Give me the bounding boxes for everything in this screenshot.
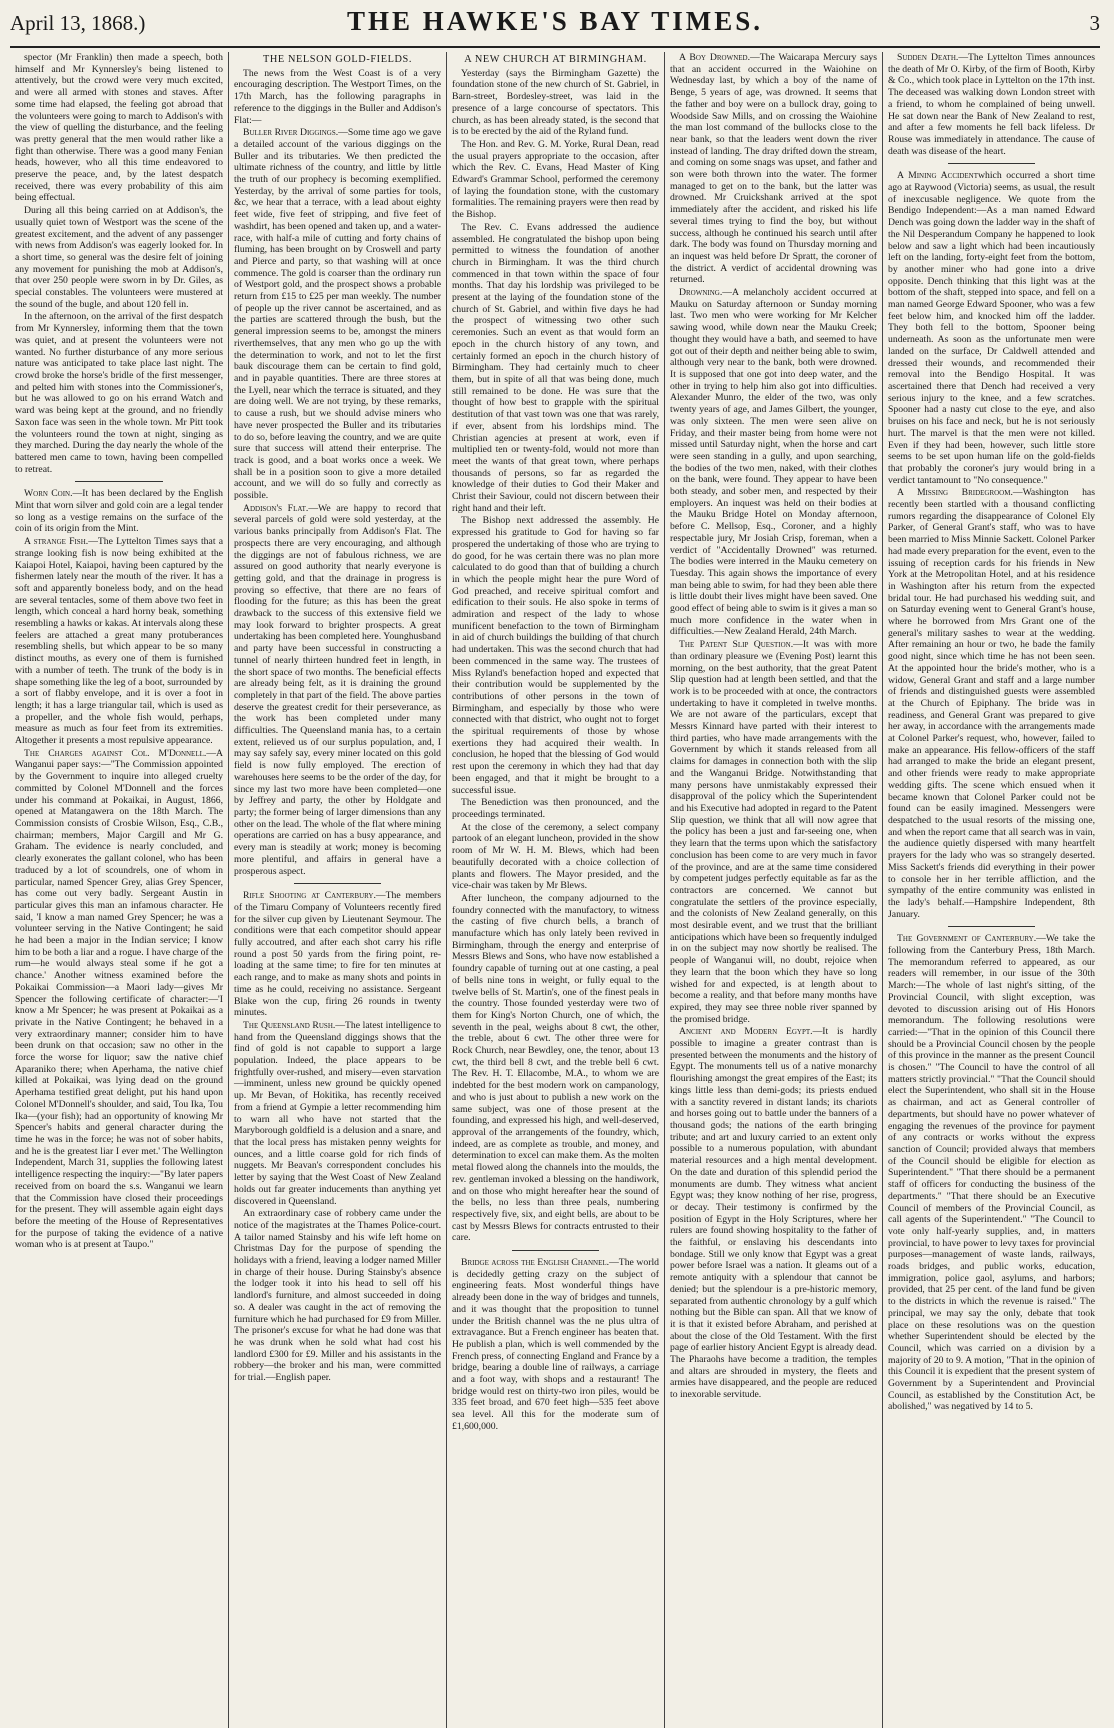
column-container [10,52,1100,1728]
article-lead-heading: The Queensland Rush. [243,1019,336,1031]
article-paragraph [670,52,877,286]
article-lead-heading: Buller River Diggings. [243,127,339,139]
article-body-text: spector (Mr Franklin) then made a speech, both himself and Mr Kynnersley's being listened to attentively, but the crowd were very much excited, and were all armed with stones and staves. After some time had elapsed, the feeling got abroad that the volunteers were going to march to Addison's with the view of quelling the disturbance, and the feeling was pretty general that the men would rather like a fight than otherwise. There was a good many Fenian heads, however, who all this time endeavored to preserve the peace, and, by the latest despatch received, there was every probability of this aim being effectual. [15,52,223,204]
article-paragraph [670,1026,877,1401]
article-lead-heading: The Government of Canterbury. [897,933,1037,945]
article-paragraph [670,287,877,638]
column-1 [10,52,228,1728]
article-lead-heading: A Missing Bridegroom. [897,487,1013,499]
article-body-text: —Washington has recently been startled with a thousand conflicting rumors regarding the disappearance of Colonel Ely Parker, of General Grant's staff, who was to have been married to Miss Minnie Sackett. Colonel Parker had made every preparation for the event, even to the issuing of reception cards for his friends in New York at the Metropolitan Hotel, and at his residence in Washington after his return from the expected bridal tour. He had purchased his wedding suit, and on Saturday evening went to General Grant's house, where he borrowed from Mrs Grant one of the general's military sashes to wear at the wedding. After remaining an hour or two, he bade the family good night, since which time he has not been seen. At the appointed hour the bride's mother, who is a widow, General Grant and staff and a large number of friends and distinguished guests were assembled at the Church of Epiphany. The bride was in readiness, and General Grant was prepared to give her away, in accordance with the arrangements made at Colonel Parker's request, who, however, failed to make an appearance. His fellow-officers of the staff had arranged to make the bride an elegant present, and other friends were ready to make appropriate wedding gifts. The scene which ensued when it became known that Colonel Parker could not be found can be easily imagined. Messengers were despatched to the usual resorts of the missing one, and when the report came that all search was in vain, the audience quietly dispersed with many heartfelt prayers for the lady who was so strangely deserted. Miss Sackett's friends did everything in their power to console her in her terrible affliction, and the sympathy of the entire community was enlisted in the lady's behalf.—Hampshire Independent, 8th January. [888,487,1095,920]
article-body-text: —A Wanganui paper says:—"The Commission appointed by the Government to inquire into alleged cruelty committed by Colonel M'Donnell and the forces under his command at Pokaikai, in August, 1866, opened at Matangawera on the 18th March. The Commission consists of Crosbie Wilson, Esq., C.B., chairman; members, Major Cargill and Mr G. Graham. The evidence is nearly concluded, and clearly exonerates the gallant colonel, who has been traduced by a lot of scoundrels, one of whom in particular, named Spencer Grey, alias Grey Spencer, has come out very badly. Sergeant Austin in particular gives this man an infamous character. He said, 'I know a man named Grey Spencer; he was a volunteer serving in the Native Contingent; he said he had been a major in the Indian service; I know him to be both a liar and a rogue. I have charge of the rum—he would always steal some if he got a chance.' Another witness examined before the Pokaikai Commission—a Maori lady—gives Mr Spencer the following certificate of character:—'I know a Mr Spencer; he was present at Pokaikai as a private in the Native Contingent; he behaved in a very extraordinary manner; consider him to have been drunk on that occasion; saw no other in the force the worse for liquor; saw the native chief Aparaniko there; when Aperhama, the native chief killed at Pokaikai, was lying dead on the ground Aperhama testified great delight, put his hand upon Colonel M'Donnell's shoulder, and said, Tou Ika, Tou Ika—(your fish); had an opportunity of knowing Mr Spencer's habits and general character during the time he was in the force; he was not of sober habits, and he is the greatest liar I ever met.' The Wellington Independent, March 31, supplies the following latest intelligence respecting the inquiry:—"By later papers received from on board the s.s. Wanganui we learn that the Commission have closed their proceedings for the present. They will assemble again eight days before the meeting of the House of Representatives for the purpose of taking the evidence of a native woman who is at present at Taupo." [15,747,223,1251]
article-paragraph [888,52,1095,157]
article-body-text: which occurred a short time ago at Raywood (Victoria) seems, as usual, the result of inexcusable negligence. We quote from the Bendigo Independent:—As a man named Edward Dench was going down the ladder way in the shaft of the Nil Desperandum Company he happened to look below and saw a light which had been incautiously left on the landing, forty-eight feet from the bottom, by another miner who had gone into a drive opposite. Dench thinking that this light was at the bottom of the shaft, stepped into space, and fell on a man named George Edward Spooner, who was a few feet below him, and knocked him off the ladder. They both fell to the bottom, Spooner being underneath. As soon as the unfortunate men were landed on the surface, Dr Caldwell attended and dressed their wounds, and recommended their removal into the Bendigo Hospital. It was ascertained there that Dench had received a very serious injury to the knee, and a few scratches. Spooner had a nasty cut close to the eye, and also bruises on his face and neck, but he is not seriously hurt. The marvel is that the men were not killed. Even if they had been, however, such little store seems to be set upon human life on the gold-fields that probably the coroner's jury would bring in a verdict tantamount to "No consequence." [888,170,1095,486]
column-divider-rule [75,481,162,482]
column-4 [664,52,882,1728]
article-lead-heading: Drowning. [679,287,723,299]
article-headline: A NEW CHURCH AT BIRMINGHAM. [464,54,647,65]
article-lead-heading: Rifle Shooting at Canterbury. [243,890,376,902]
article-body-text: —The members of the Timaru Company of Volunteers recently fired for the silver cup given by Lieutenant Seymour. The conditions were that each competitor should appear fully accoutred, and after each shot carry his rifle round a post 50 yards from the firing point, re-loading at the same time; to fire for ten minutes at each range, and to make as many shots and points in time as he could, receiving no assistance. Sergeant Blake won the cup, firing 26 rounds in twenty minutes. [234,890,441,1019]
article-lead-heading: A strange Fish. [24,536,89,548]
article-body-text: —It has been declared by the English Mint that worn silver and gold coin are a legal tender so long as a vestige remains on the surface of the coin of its origin from the Mint. [15,488,224,535]
article-lead-heading: Addison's Flat. [243,502,309,514]
article-lead-heading: A Boy Drowned. [679,52,750,63]
article-body-text: —The world is decidedly getting crazy on the subject of engineering feats. Most wonderful things have already been done in the way of bridges and tunnels, and it was thought that the proposition to tunnel under the British channel was the ne plus ultra of extravagance. But a French engineer has beaten that. He publish a plan, which is well commended by the French press, of connecting England and France by a bridge, bearing a double line of railways, a carriage and a foot way, with shops and a restaurant! The bridge would rest on thirty-two iron piles, would be 335 feet broad, and 670 feet high—535 feet above sea level. All this for the moderate sum of £1,600,000. [452,1257,659,1432]
article-paragraph [888,487,1095,920]
article-lead-heading: Bridge across the English Channel. [461,1257,610,1269]
article-paragraph [15,205,223,310]
article-body-text: After luncheon, the company adjourned to the foundry connected with the manufactory, to witness the casting of five church bells, a branch of manufacture which has only lately been revived in Birmingham, through the energy and enterprise of Messrs Blews and Sons, who have now established a foundry capable of turning out at one casting, a peal of bells nine tons in weight, or fully equal to the twelve bells of St. Martin's, one of the finest peals in the country. Those founded yesterday were two of them for King's Norton Church, one of which, the seventh in the peal, weighs about 8 cwt, the other, the treble, about 6 cwt. The other three were for Rock Church, near Bewdley, one, the tenor, about 13 cwt, the third bell 8 cwt, and the treble bell 6 cwt. The Rev. H. T. Ellacombe, M.A., to whom we are indebted for the best modern work on campanology, and who is just about to publish a new work on the same subject, was one of those present at the founding, and expressed his high, and well-deserved, approval of the arrangements of the foundry, which, indeed, are as complete as trouble, and money, and determination to excel can make them. As the molten metal flowed along the channels into the moulds, the rev. gentleman invoked a blessing on the handiwork, and on those who might hereafter hear the sound of the bells, no less than three peals, numbering respectively five, six, and eight bells, are about to be cast by Messrs Blews for contracts entrusted to their care. [452,892,659,1244]
article-lead-heading: The Charges against Col. M'Donnell. [24,747,207,759]
article-body-text: The Benediction was then pronounced, and the proceedings terminated. [452,797,659,820]
article-lead-heading: A Mining Accident [897,170,978,182]
article-body-text: —The Waicarapa Mercury says that an accident occurred in the Waiohine on Wednesday last, by which a boy of the name of Benge, 5 years of age, was drowned. It seems that the father and boy were on a bullock dray, going to Woodside Saw Mills, and on crossing the Waiohine the man lost command of the bullocks close to the near bank, so that the leaders went down the river instead of landing. The dray drifted down the stream, and coming on some snags was upset, and father and son were both thrown into the water. The former managed to get on to the bank, but the latter was drowned. Mr Cruickshank arrived at the spot immediately after the accident, and risked his life several times trying to find the boy, but without success, although he continued his search until after dark. The body was found on Thursday morning and an inquest was held before Dr Spratt, the coroner of the district. A verdict of accidental drowning was returned. [670,52,877,286]
article-paragraph [888,170,1095,486]
article-paragraph [234,890,441,1019]
article-body-text: The news from the West Coast is of a very encouraging description. The Westport Times, on the 17th March, has the following paragraphs in reference to the diggings in the Buller and Addison's Flat:— [234,67,441,126]
article-body-text: In the afternoon, on the arrival of the first despatch from Mr Kynnersley, informing them that the town was quiet, and at present the volunteers were not wanted. No further disturbance of any more serious nature was anticipated to take place last night. The crowd broke the horse's bridle of the first messenger, and pelted him with stones into the Commissioner's, but he was allowed to go on his errand Watch and ward was being kept at the ground, and no friendly Saxon face was seen in the whole town. Mr Pitt took the volunteers round the town at night, singing as they marched. During the day nearly the whole of the battered men came to town, having been compelled to retreat. [15,311,223,475]
column-divider-rule [948,926,1035,927]
article-body-text: —Some time ago we gave a detailed account of the various diggings on the Buller and its tributaries. We then predicted the ultimate richness of the country, and little by little the truth of our prophecy is becoming exemplified. Yesterday, by the arrival of some parties for tools, &c, we hear that a terrace, with a lead about eighty feet wide, five feet of stripping, and five feet of washdirt, has been opened and taken up, and a water-race, with half-a mile of cutting and forty chains of fluming, has been brought on by Croswell and party and Pierce and party, so that washing will at once commence. The gold is coarser than the ordinary run of Westport gold, and the prospect shows a probable return from £15 to £25 per man weekly. The number of people up the river cannot be ascertained, and as the parties are scattered through the bush, but the general impression seems to be, amongst the miners riverthemselves, that any men who go up the with the determination to work, and not to let the first bauk discourage them can be certain to find gold, and in payable quantities. There are three stores at the Lyell, near which the terrace is situated, and they are doing well. We are not trying, by these remarks, to cause a rush, but we should advise miners who have never prospected the Buller and its tributaries to do so, before leaving the country, and we are quite sure that success will attend their enterprise. The track is good, and a boat works once a week. We shall be in a position soon to give a more detailed account, and we will do so fully and correctly as possible. [234,127,442,502]
article-paragraph [452,893,659,1244]
column-3 [446,52,664,1728]
article-body-text: —It is hardly possible to imagine a greater contrast than is presented between the monuments and the history of Egypt. The monuments tell us of a native monarchy flourishing amongst the great empires of the East; its kings little less than demi-gods; its priests endued with a sanctity revered in distant lands; its chariots and horses going out to battle under the banners of a thousand gods; the nations of the earth bringing tribute; and art and luxury carried to an extent only possible to a numerous population, with abundant material resources and a high mental development. On the date and duration of this splendid period the monuments are dumb. They witness what ancient Egypt was; they know nothing of her rise, progress, or decay. Their testimony is confirmed by the position of Egypt in the Holy Scriptures, where her rulers are found showing hospitality to the father of the faithful, or enslaving his descendants into bondage. Still we only know that Egypt was a great power before Israel was a nation. It gleams out of a remote antiquity with a splendour that cannot be denied; but the splendour is a pre-historic memory, separated from authentic chronology by a gulf which nothing but the Bible can span. All that we know of it is that it existed before Abraham, and perished at about the close of the Old Testament. With the first page of earlier history Ancient Egypt is already dead. The Pharaohs have become a tradition, the temples and altars are shrouded in mystery, the fleets and armies have disappeared, and the people are reduced to inexorable servitude. [670,1026,877,1401]
column-5 [882,52,1100,1728]
article-body-text: —The Lyttelton Times says that a strange looking fish is now being exhibited at the Kaiapoi Hotel, Kaiapoi, having been captured by the fishermen lately near the mouth of the river. It has a soft and apparently boneless body, and on the head are several tentacles, some of them above two feet in length, which conceal a hard horny beak, something resembling a hawks or kakas. At intervals along these feelers are attached a great many protuberances resembling shells, but which appear to be so many distinct mouths, as every one of them is furnished with a number of teeth. The trunk of the body is in shape something like the leg of a boot, surrounded by a sort of flabby envelope, and it is over a foot in length; it has a large triangular tail, which is used as a propeller, and the whole fish would, perhaps, measure as much as four feet from its extremities. Altogether it presents a most repulsive appearance. [15,536,223,747]
article-body-text: At the close of the ceremony, a select company partook of an elegant luncheon, provided in the show room of Mr W. H. M. Blews, which had been beautifully decorated with a choice collection of plants and flowers. The Mayor presided, and the vice-chair was taken by Mr Blews. [452,821,659,892]
article-body-text: Yesterday (says the Birmingham Gazette) the foundation stone of the new church of St. Gabriel, in Barn-street, Bordesley-street, was laid in the presence of a large concourse of spectators. This church, as has been already stated, is the second that is to be erected by the aid of the Ryland fund. [452,67,659,138]
article-body-text: An extraordinary case of robbery came under the notice of the magistrates at the Thames Police-court. A tailor named Stainsby and his wife left home on Christmas Day for the purpose of spending the holidays with a friend, leaving a lodger named Miller in charge of their house. During Stainsby's absence the lodger took it into his head to sell off his landlord's furniture, and almost succeeded in doing so. A dealer was caught in the act of removing the furniture which he had purchased for £9 from Miller. The prisoner's excuse for what he had done was that he was drunk when he sold what had cost his landlord £300 for £9. Miller and his assistants in the robbery—the broker and his man, were committed for trial.—English paper. [234,1208,441,1384]
article-paragraph [452,68,659,138]
article-body-text: The Bishop next addressed the assembly. He expressed his gratitude to God for having so far prospered the undertaking of those who are trying to do good, for he was certain there was no plan more calculated to do good than that of building a church in which the people might hear the pure Word of God preached, and receive spiritual comfort and edification to their souls. He also spoke in terms of admiration and respect of the lady to whose munificent benefaction to the town of Birmingham in aid of church buildings the building of that church had undertaken. This was the second church that had been commenced in the same way. The trustees of Miss Ryland's benefaction hoped and expected that their contribution would be supplemented by the contributions of other persons in the town of Birmingham, and especially by those who were connected with that district, who ought not to forget the spiritual requirements of those by whose exertions they had acquired their wealth. In conclusion, he hoped that the blessing of God would rest upon the ceremony in which they had that day been engaged, and that it might be brought to a successful issue. [452,515,659,796]
article-paragraph [15,52,223,204]
article-headline: THE NELSON GOLD-FIELDS. [262,54,413,65]
article-body-text: —We are happy to record that several parcels of gold were sold yesterday, at the various banks principally from Addison's Flat. The prospects there are very encouraging, and although the diggings are not of fabulous richness, we are assured on good authority that nearly everyone is getting gold, and that the drainage in progress is proving so effective, that there are no fears of flooding for the future; as this has been the great drawback to the success of this extensive field we may look forward to brighter prospects. A great undertaking has been completed here. Younghusband and party have been successful in constructing a tunnel of nearly thirteen hundred feet in length, in the short space of two months. The beneficial effects are already being felt, as it is draining the ground completely in that part of the field. The above parties deserve the greatest credit for their perseverance, as the work has been completed under many difficulties. The Queensland mania has, to a certain extent, relieved us of our surplus population, and, I may say safely say, every miner located on this gold field is now fully employed. The erection of warehouses here seems to be the order of the day, for since my last two more have been completed—one by Jeffrey and party, the other by Holdgate and party; the former being of larger dimensions than any other on the lead. The whole of the flat where mining operations are carried on has a busy appearance, and every man is steadily at work; money is becoming more plentiful, and affairs in general have a prosperous aspect. [234,502,441,877]
article-paragraph [452,797,659,820]
column-divider-rule [948,163,1035,164]
article-lead-heading: Ancient and Modern Egypt. [679,1026,813,1038]
article-paragraph [452,222,659,515]
issue-date: April 13, 1868.) [10,11,146,35]
article-body-text: —The latest intelligence to hand from the Queensland diggings shows that the find of gold is not capable to support a large population. Indeed, the place appears to be frightfully over-rushed, and misery—even starvation—imminent, unless new ground be quickly opened up. Mr Bevan, of Hokitika, has recently received from a friend at Gympie a letter recommending him to warn all who have not started that the Maryborough goldfield is a delusion and a snare, and that the local press has mistaken penny weights for ounces, and a little coarse gold for rich finds of nuggets. Mr Beavan's correspondent concludes his letter by saying that the West Coast of New Zealand holds out far greater inducements than anything yet discovered in Queensland. [234,1019,441,1207]
page-number: 3 [1089,11,1100,35]
article-paragraph [234,1020,441,1207]
article-paragraph [234,68,441,127]
article-paragraph [452,1257,659,1433]
article-lead-heading: Sudden Death. [897,52,959,63]
article-body-text: —A melancholy accident occurred at Mauku on Saturday afternoon or Sunday morning last. Two men who were working for Mr Kelcher sawing wood, while down near the Mauku Creek; thought they would have a bath, and seemed to have got out of their depth and neither being able to swim, although very near to the bank, both were drowned. It is supposed that one got into deep water, and the other in trying to help him also got into difficulties. Alexander Munro, the elder of the two, was only twenty years of age, and James Gilbert, the younger, was only sixteen. The men were seen alive on Friday, and their master being from home were not missed until Saturday night, when the horse and cart were seen standing in a gully, and upon searching, the bodies of the two men, naked, with their clothes on the bank, were found. They appear to have been both steady, and sober men, and respected by their employers. An inquest was held on their bodies at the Mauku Bridge Hotel on Monday afternoon, before C. Mellsop, Esq., Coroner, and a highly respectable jury, Mr Josiah Crisp, foreman, when a verdict of "Accidentally Drowned" was returned. The bodies were interred in the Mauku cemetery on Tuesday. This again shows the importance of every man being able to swim, for had they been able there is little doubt their lives might have been saved. One good effect of being able to swim is it gives a man so much more confidence in the water when in difficulties.—New Zealand Herald, 24th March. [670,287,877,638]
article-paragraph [234,503,441,878]
column-divider-rule [294,883,381,884]
article-paragraph [888,933,1095,1413]
column-2 [228,52,446,1728]
article-paragraph [15,311,223,475]
article-body-text: The Hon. and Rev. G. M. Yorke, Rural Dean, read the usual prayers appropriate to the occasion, after which the Rev. C. Evans, Head Master of King Edward's Grammar School, performed the ceremony of laying the foundation stone, with the customary formalities. The remaining prayers were then read by the Bishop. [452,138,659,221]
article-paragraph [452,822,659,892]
article-lead-heading: The Patent Slip Question. [679,639,794,651]
article-paragraph [452,515,659,796]
article-body-text: —The Lyttelton Times announces the death of Mr O. Kirby, of the firm of Booth, Kirby & Co., which took place in Lyttelton on the 17th inst. The deceased was walking down London street with a friend, to whom he complained of being unwell. He sat down near the Bank of New Zealand to rest, and after a few moments he fell back lifeless. Dr Rouse was immediately in attendance. The cause of death was disease of the heart. [888,52,1095,157]
column-divider-rule [512,1250,599,1251]
article-paragraph [15,488,223,535]
article-paragraph [15,748,223,1251]
article-paragraph [234,1208,441,1384]
article-lead-heading: Worn Coin. [24,488,73,500]
article-body-text: The Rev. C. Evans addressed the audience assembled. He congratulated the bishop upon being permitted to witness the foundation of another church in Birmingham. It was the third church commenced in that town within the space of four months. That day his lordship was privileged to be present at the laying of the foundation stone of the church of St. Gabriel, and within five days he had the prospect of witnessing two other such ceremonies. Such an event as that would form an epoch in the church history of any town, and certainly formed an epoch in the church history of Birmingham. They had certainly much to cheer them, but in spite of all that was being done, much still remained to be done. He was sure that the thought of how best to grapple with the spiritual destitution of that vast town was one that was rarely, if ever, absent from his lordships mind. The Christian agencies at present at work, even if multiplied ten or twenty-fold, would not more than meet the wants of that great town, where perhaps thousands of persons, so far as regarded the knowledge of their duties to God their Maker and Christ their Saviour, could not discern between their right hand and their left. [452,221,659,514]
article-body-text: —It was with more than ordinary pleasure we (Evening Post) learnt this morning, on the best authority, that the great Patent Slip question had at length been settled, and that the work is to be proceeded with at once, the contractors undertaking to have it completed in twelve months. We are not aware of the particulars, except that Messrs Kinnard have parted with their interest to third parties, who have made arrangements with the Government by which it stands released from all claims for damages in connection both with the slip and the Wanganui Bridge. Notwithstanding that many persons have unmistakably expressed their disapproval of the policy which the Superintendent and his Executive had adopted in regard to the Patent Slip question, we think that all will now agree that the policy has been a just and far-seeing one, when they learn that the terms upon which the satisfactory conclusion has been come to are very much in favor of the province, and are at the same time considered by competent judges perfectly equitable as far as the contractors are concerned. We cannot but congratulate the settlers of the province especially, and the colonists of New Zealand generally, on this most desirable event, and we trust that the brilliant anticipations which have been so frequently indulged in on the subject may now shortly be realised. The people of Wanganui will, no doubt, rejoice when they learn that the boon which they have so long wished for and expected, is at length about to become a reality, and that before many months have expired, they may see three noble river spanned by the promised bridge. [670,639,877,1025]
article-paragraph [234,127,441,502]
article-body-text: —We take the following from the Canterbury Press, 18th March. The memorandum referred to appeared, as our readers will remember, in our issue of the 30th March:—The whole of last night's sitting, of the Provincial Council, with slight exception, was devoted to discussion arising out of His Honors memorandum. The following resolutions were carried:—"That in the opinion of this Council there should be a Provincial Council chosen by the people of this province in the manner as the present Council is chosen." "The Council to have the control of all matters strictly provincial." "That the Council should elect the Superintendent, who shall sit in the House as chairman, and act as General controller of departments, but should have no power whatever of engaging the revenues of the province for payment of any contracts or works without the express sanction of Council; provided always that members of the Council should be eligible for election as Superintendent." "That there should be a permanent staff of officers for conducting the business of the departments." "That there should be an Executive Council of members of the Provincial Council, as call agents of the Superintendent." "The Council to vote only half-yearly supplies, and, in matters provincial, to have power to levy taxes for provincial purposes—management of waste lands, railways, roads bridges, and public works, education, immigration, police gaol, asylums, and harbors; provided, that 25 per cent. of the land fund be given to the districts in which the revenue is raised." The principal, we may say the only, debate that took place on these resolutions was on the question whether Superintendent should be elected by the Council, which was carried on a division by a majority of 20 to 9. A motion, "That in the opinion of this Council it is expedient that the present system of Government by a Superintendent and Provincial Council, as established by the Constitution Act, be abolished," was negatived by 14 to 5. [888,933,1095,1413]
article-paragraph [670,639,877,1025]
article-paragraph [15,536,223,747]
newspaper-title: THE HAWKE'S BAY TIMES. [346,6,764,36]
masthead [10,6,1100,48]
article-paragraph [452,139,659,221]
article-body-text: During all this being carried on at Addison's, the usually quiet town of Westport was the scene of the greatest excitement, and the advent of any passenger with news from Addison's was eagerly looked for. In a short time, so general was the desire felt of joining any movement for punishing the mob at Addison's, that over 250 people were sworn in by Dr. Giles, as special constables. The volunteers were mustered at the sound of the bugle, and about 120 fell in. [15,205,223,310]
